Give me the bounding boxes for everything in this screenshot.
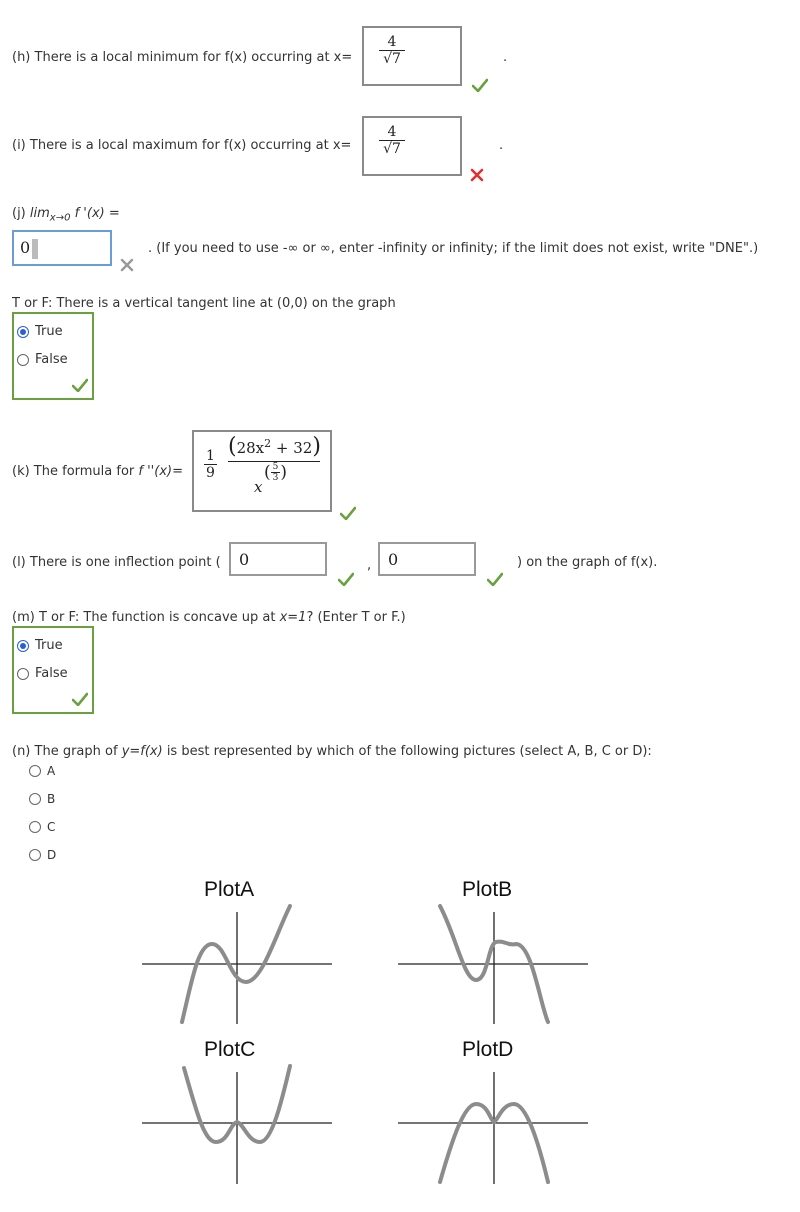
question-l-suffix: ) on the graph of f(x). (517, 555, 658, 570)
plot-a (142, 906, 332, 1024)
tf-tangent-question: T or F: There is a vertical tangent line at (0,0) on the graph (12, 296, 396, 311)
answer-k-box[interactable]: $\frac{1}{9}$ $(28x^2 + 32)$ x ( $\frac{5}{3}$ ) (192, 430, 332, 512)
lim-text: lim (29, 206, 50, 221)
period-i: . (499, 138, 504, 153)
plot-a-title: PlotA (204, 878, 255, 901)
radio-option-b-label[interactable]: B (47, 792, 56, 806)
radio-option-c-label[interactable]: C (47, 820, 56, 834)
limit-hint: . (If you need to use -∞ or ∞, enter -infinity or infinity; if the limit does not exist, write "DNE".) (148, 241, 759, 256)
inflection-comma: , (367, 558, 372, 573)
limit-input-value: 0 (20, 238, 31, 257)
question-n-label: (n) The graph of y=f(x) is best represented by which of the following pictures (select A, B, C or D): (12, 744, 652, 759)
period-h: . (503, 50, 508, 65)
coef-denominator: 9 (206, 465, 215, 481)
question-l-label: (l) There is one inflection point ( (12, 555, 221, 570)
radio-true-label[interactable]: True (35, 324, 63, 339)
answer-i-radicand: 7 (392, 141, 401, 157)
answer-i-numerator: 4 (387, 124, 397, 140)
lim-function: f '(x) (74, 206, 105, 221)
lim-subscript: x→0 (49, 212, 71, 224)
answer-h-box[interactable]: $\frac{4}{√7}$ (362, 26, 462, 86)
radio-option-d-label[interactable]: D (47, 848, 57, 862)
plot-c-title: PlotC (204, 1038, 256, 1061)
answer-h-numerator: 4 (387, 34, 397, 50)
numerator-base: 28x (236, 439, 265, 457)
answer-h-radicand: 7 (392, 51, 401, 67)
radio-false-label[interactable]: False (35, 352, 68, 367)
inflection-y-input[interactable]: 0 (378, 542, 476, 576)
radio-true-label[interactable]: True (35, 638, 63, 653)
question-i-label: (i) There is a local maximum for f(x) occurring at x= (12, 138, 352, 153)
radio-option-a-label[interactable]: A (47, 764, 56, 778)
question-m-label: (m) T or F: The function is concave up at x=1? (Enter T or F.) (12, 610, 406, 625)
radio-false-label[interactable]: False (35, 666, 68, 681)
plot-d-title: PlotD (462, 1038, 514, 1061)
plot-b (398, 906, 588, 1024)
inflection-x-input[interactable]: 0 (229, 542, 327, 576)
question-h-label: (h) There is a local minimum for f(x) occurring at x= (12, 50, 353, 65)
answer-i-box[interactable]: $\frac{4}{√7}$ (362, 116, 462, 176)
question-j-label: (j) $\lim_{x\to 0} f$ '(x) = (12, 206, 120, 224)
denominator-var: x (254, 478, 263, 496)
plot-d (398, 1072, 588, 1184)
question-k-label: (k) The formula for f ''(x)= (12, 464, 183, 479)
plot-c (142, 1066, 332, 1184)
plot-b-title: PlotB (462, 878, 513, 901)
coef-numerator: 1 (206, 448, 215, 464)
